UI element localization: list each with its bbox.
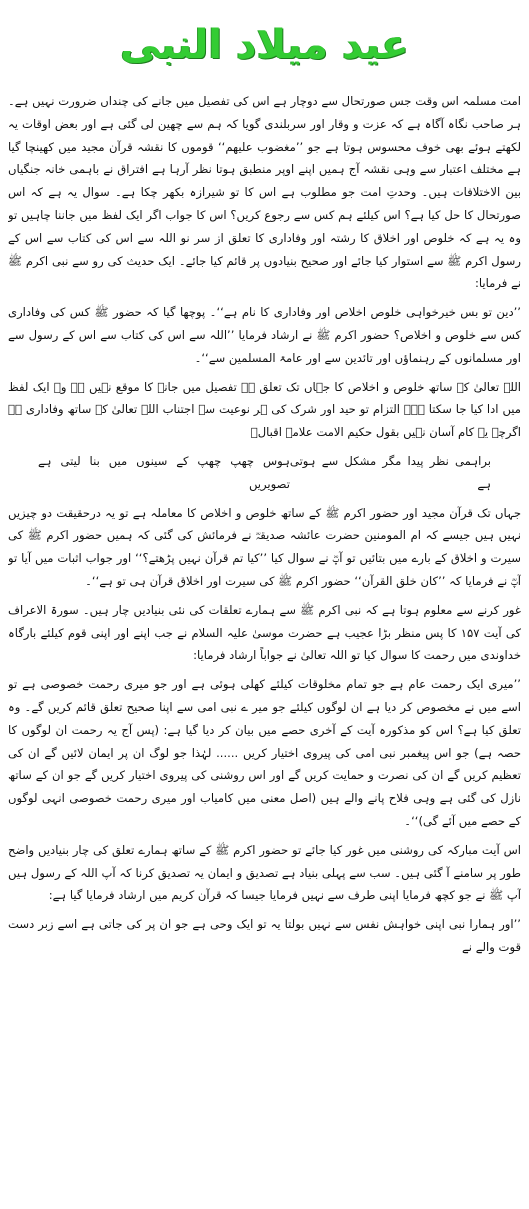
couplet-line-2: ہوس چھپ چھپ کے سینوں میں بنا لیتی ہے تصویریں	[38, 453, 290, 491]
verse-quote: ’’میری ایک رحمت عام ہے جو تمام مخلوقات کیلئے کھلی ہوئی ہے اور جو میری رحمت خصوصی ہے تو اسے میں نے مخصوص کر دیا ہے ان لوگوں کیلئے جو میر ے نبی امی سے اپنا صحیح تعلق قائم کریں گے۔ وہ تعلق کیا ہے؟ اس کو مذکورہ آیت کے آخری حصے میں بیان کر دیا گیا ہے: (پس آج یہ رحمت ان لوگوں کا حصہ ہے) جو اس پیغمبر نبی امی کی پیروی اختیار کریں ...... لہٰذا جو لوگ ان پر ایمان لائیں گے ان کی تعظیم کریں گے ان کی نصرت و حمایت کریں گے اور اس روشنی کی پیروی اختیار کریں گے جو ان کے ساتھ نازل کی گئی ہے وہی فلاح پانے والے ہیں (اصل معنی میں کامیاب اور میری رحمت خصوصی انہی لوگوں کے حصے میں آئے گی)‘‘۔	[8, 677, 521, 828]
hadith-quote: ’’دین تو بس خیرخواہی خلوص اخلاص اور وفاداری کا نام ہے‘‘۔ پوچھا گیا کہ حضور ﷺ کس کی وفاداری کس سے خلوص و اخلاص؟ حضور اکرم ﷺ نے ارشاد فرمایا ’’اللہ سے اس کی کتاب سے اس کے رسول سے اور مسلمانوں کے رہنماؤں اور تائدین سے اور عامۃ المسلمین سے‘‘۔	[8, 305, 521, 365]
page-title: عید میلاد النبی	[120, 22, 409, 68]
paragraph: امت مسلمہ اس وقت جس صورتحال سے دوچار ہے اس کی تفصیل میں جانے کی چنداں ضرورت نہیں ہے۔ ہر صاحب نگاہ آگاہ ہے کہ عزت و وقار اور سربلندی گویا کہ ہم سے چھین لی گئی ہے اور بعض اوقات یہ لکھتے ہوئے بھی خوف محسوس ہوتا ہے جو ’’مغضوب علیھم‘‘ قوموں کا نقشہ قرآن مجید میں کھینچا گیا ہے مختلف اعتبار سے وہی نقشہ آج ہمیں اپنے اوپر منطبق ہوتا نظر آرہا ہے افتراق نے باہمی خانہ جنگیاں بین الاختلافات ہیں۔ وحدتِ امت جو مطلوب ہے اس کا تو شیرازہ بکھر چکا ہے۔ سوال یہ ہے کہ اس صورتحال کا حل کیا ہے؟ اس کیلئے ہم کس سے رجوع کریں؟ اس کا جواب اگر ایک لفظ میں جاننا چاہیں تو وہ یہ ہے کہ خلوص اور اخلاق کا رشتہ اور وفاداری کا تعلق از سر نو اللہ سے اس کی کتاب سے اس کے رسول اکرم ﷺ سے استوار کیا جائے اور صحیح بنیادوں پر قائم کیا جائے۔ ایک حدیث کی رو سے نبی اکرم ﷺ نے فرمایا:	[8, 94, 521, 291]
poetry-couplet	[38, 450, 491, 496]
article-body	[8, 90, 521, 1202]
couplet-line-1: براہمی نظر پیدا مگر مشکل سے ہوتی ہے	[289, 453, 491, 491]
verse-quote: ’’اور ہمارا نبی اپنی خواہش نفس سے نہیں بولتا یہ تو ایک وحی ہے جو ان پر کی جاتی ہے اسے زبر دست قوت والے نے	[8, 917, 521, 954]
paragraph: اللہ تعالیٰ کے ساتھ خلوص و اخلاص کا جہاں تک تعلق ہے تفصیل میں جانے کا موقع نہیں ہے وہ ایک لفظ میں ادا کیا جا سکتا ہے۔ التزام تو حید اور شرک کی ہر نوعیت سے اجتناب اللہ تعالیٰ کے ساتھ وفاداری ہے اگرچہ یہ کام آسان نہیں بقول حکیم الامت علامہ اقبالؒ	[8, 379, 521, 440]
paragraph: جہاں تک قرآن مجید اور حضور اکرم ﷺ کے ساتھ خلوص و اخلاص کا معاملہ ہے تو یہ درحقیقت دو چیزیں نہیں ہیں جیسے کہ ام المومنین حضرت عائشہ صدیقہؓ نے فرمائش کی گئی کہ ہمیں حضور اکرم ﷺ کی سیرت و اخلاق کے بارے میں بتائیں تو آپؓ نے سوال کیا ’’کیا تم قرآن نہیں پڑھتے؟‘‘ اور جواب اثبات میں آیا تو آپؓ نے فرمایا کہ ’’کان خلق القرآن‘‘ حضور اکرم ﷺ کی سیرت اور اخلاق قرآن ہی تو ہے‘‘۔	[8, 505, 521, 588]
paragraph: غور کرنے سے معلوم ہوتا ہے کہ نبی اکرم ﷺ سے ہمارے تعلقات کی نئی بنیادیں چار ہیں۔ سورۃ الاعراف کی آیت ۱۵۷ کا پس منظر بڑا عجیب ہے حضرت موسیٰ علیہ السلام نے جب اپنے اور اپنی قوم کیلئے بارگاہ خداوندی میں رحمت کا سوال کیا تو اللہ تعالیٰ نے جواباً ارشاد فرمایا:	[8, 602, 521, 663]
paragraph: اس آیت مبارکہ کی روشنی میں غور کیا جائے تو حضور اکرم ﷺ کے ساتھ ہمارے تعلق کی چار بنیادیں واضح طور پر سامنے آ گئی ہیں۔ سب سے پہلی بنیاد ہے تصدیق و ایمان یہ تصدیق کرنا کہ آپ اللہ کے رسول ہیں آپ ﷺ نے جو کچھ فرمایا اپنی طرف سے نہیں فرمایا جیسا کہ قرآن کریم میں ارشاد فرمایا گیا ہے:	[8, 842, 521, 903]
